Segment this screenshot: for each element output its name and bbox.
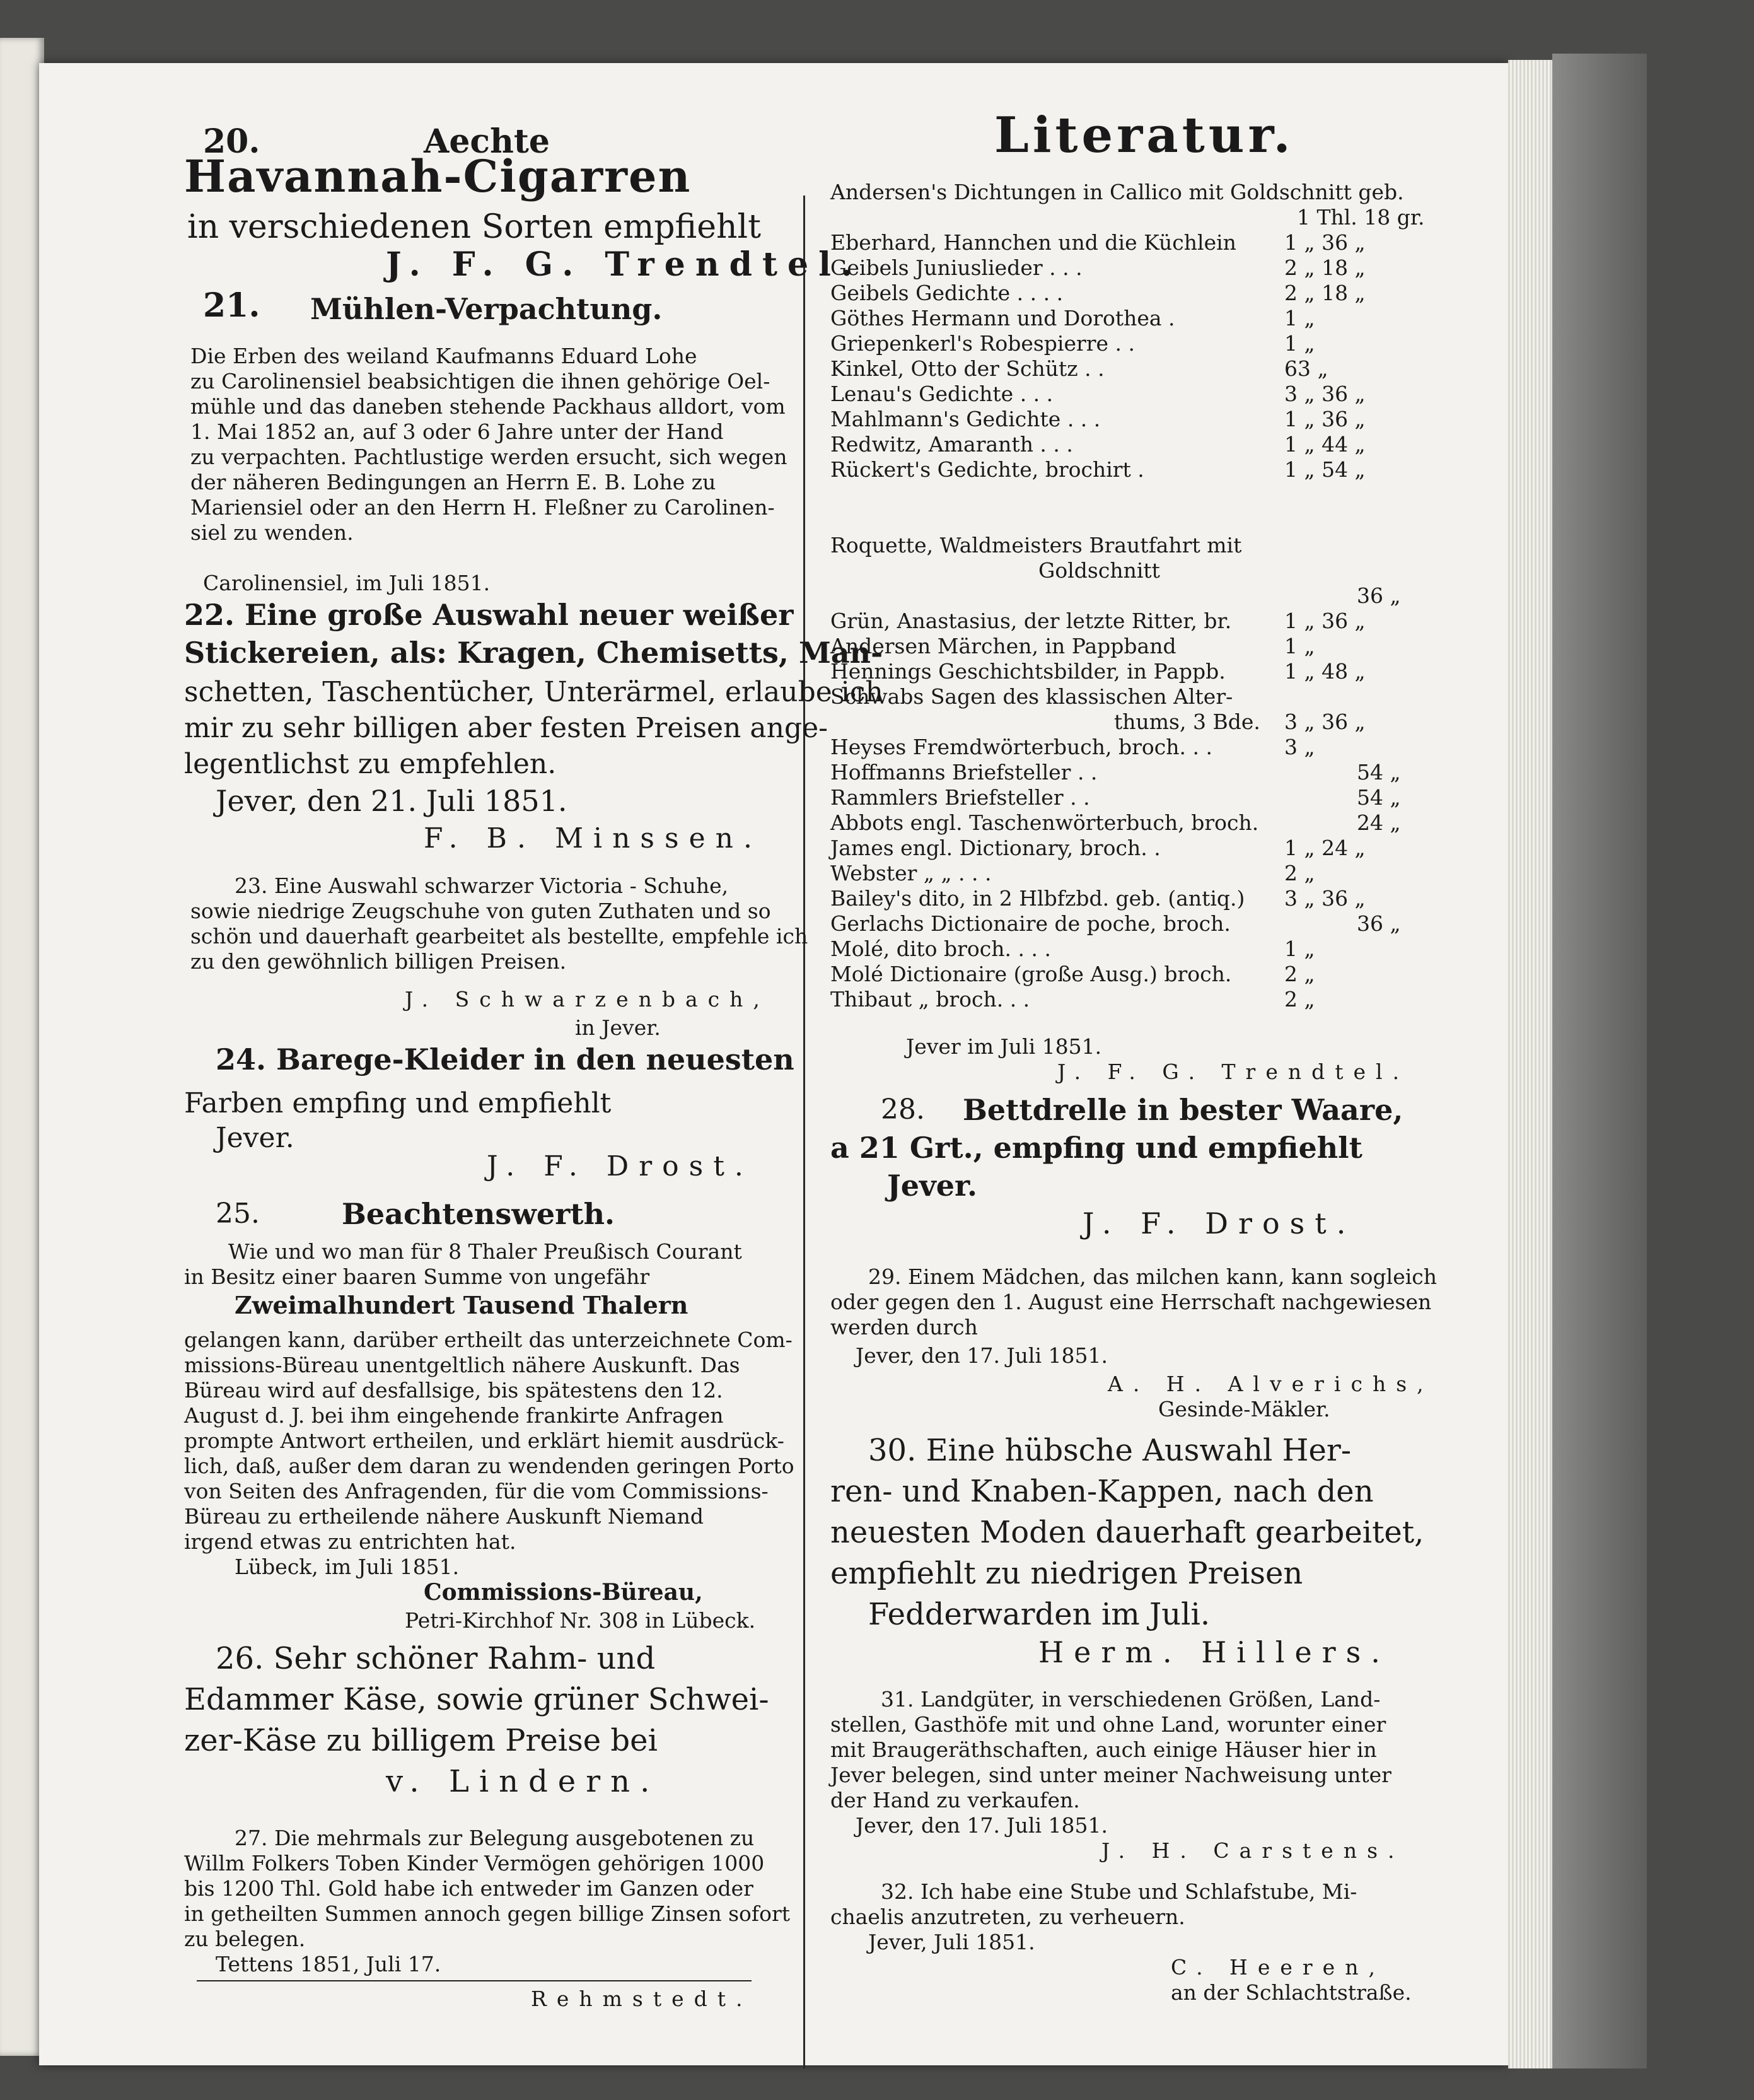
book-price: 54 „ <box>1357 760 1401 785</box>
ad-22-signature: F. B. Minssen. <box>424 822 762 855</box>
book-row: Webster „ „ . . . <box>830 861 992 885</box>
book-price: 1 „ 48 „ <box>1284 659 1366 684</box>
ad-31-line: 31. Landgüter, in verschiedenen Größen, Land- <box>881 1687 1381 1712</box>
book-row: Redwitz, Amaranth . . . <box>830 432 1073 457</box>
ad-26-line: 26. Sehr schöner Rahm- und <box>216 1641 656 1676</box>
ad-25-line: missions-Büreau unentgeltlich nähere Auskunft. Das <box>184 1353 740 1377</box>
ad-27-signature: Rehmstedt. <box>531 1986 753 2011</box>
ad-20-headline: Havannah-Cigarren <box>184 150 692 202</box>
book-row: Molé Dictionaire (große Ausg.) broch. <box>830 962 1232 986</box>
book-price: 1 „ 24 „ <box>1284 836 1366 860</box>
ad-31-dateline: Jever, den 17. Juli 1851. <box>856 1813 1108 1838</box>
ad-23-signature: J. Schwarzenbach, <box>405 987 770 1012</box>
ad-30-line: empfiehlt zu niedrigen Preisen <box>830 1556 1303 1591</box>
ad-28-signature: J. F. Drost. <box>1083 1206 1356 1240</box>
book-row: James engl. Dictionary, broch. . <box>830 836 1161 860</box>
book-row: Griepenkerl's Robespierre . . <box>830 331 1135 356</box>
ad-28-place: Jever. <box>887 1169 978 1203</box>
book-price: 63 „ <box>1284 356 1328 381</box>
book-row: Heyses Fremdwörterbuch, broch. . . <box>830 735 1212 759</box>
book-row: Lenau's Gedichte . . . <box>830 382 1054 406</box>
ad-29-line: 29. Einem Mädchen, das milchen kann, kann sogleich <box>868 1264 1437 1289</box>
book-price: 3 „ 36 „ <box>1284 382 1366 406</box>
ad-29-signature: A. H. Alverichs, <box>1108 1372 1434 1396</box>
book-price: 2 „ 18 „ <box>1284 255 1366 280</box>
book-row: Hoffmanns Briefsteller . . <box>830 760 1098 785</box>
ad-26-line: zer-Käse zu billigem Preise bei <box>184 1723 658 1758</box>
ad-26-signature: v. Lindern. <box>386 1764 660 1799</box>
book-price: 1 „ 44 „ <box>1284 432 1366 457</box>
ad-29-title: Gesinde-Mäkler. <box>1158 1397 1330 1421</box>
ad-24-line: Farben empfing und empfiehlt <box>184 1087 612 1119</box>
ad-21-line: 1. Mai 1852 an, auf 3 oder 6 Jahre unter der Hand <box>190 419 724 444</box>
ad-31-line: stellen, Gasthöfe mit und ohne Land, worunter einer <box>830 1712 1386 1737</box>
book-price: 2 „ <box>1284 861 1315 885</box>
page-block-edge <box>1508 60 1554 2068</box>
ad-30-line: neuesten Moden dauerhaft gearbeitet, <box>830 1515 1424 1550</box>
book-price: 1 „ 54 „ <box>1284 457 1366 482</box>
book-row: Rückert's Gedichte, brochirt . <box>830 457 1144 482</box>
ad-27-rule <box>197 1980 752 1981</box>
ad-21-line: der näheren Bedingungen an Herrn E. B. Lohe zu <box>190 470 716 494</box>
book-row: Schwabs Sagen des klassischen Alter- <box>830 684 1233 709</box>
book-price: 1 „ 36 „ <box>1284 609 1366 633</box>
ad-22-line: schetten, Taschentücher, Unterärmel, erlaube ich <box>184 676 883 708</box>
ad-25-number: 25. <box>216 1198 260 1230</box>
column-divider <box>803 195 805 2068</box>
ad-25-line: Büreau wird auf desfallsige, bis spätestens den 12. <box>184 1378 723 1403</box>
ad-27-line: 27. Die mehrmals zur Belegung ausgebotenen zu <box>235 1826 755 1850</box>
ad-23-place: in Jever. <box>575 1015 661 1040</box>
ad-29-dateline: Jever, den 17. Juli 1851. <box>856 1343 1108 1368</box>
book-row: Abbots engl. Taschenwörterbuch, broch. <box>830 810 1259 835</box>
book-price: 2 „ <box>1284 962 1315 986</box>
ad-30-line: Fedderwarden im Juli. <box>868 1597 1211 1632</box>
ad-27-line: zu belegen. <box>184 1927 306 1951</box>
ad-31-line: mit Braugeräthschaften, auch einige Häuser hier in <box>830 1737 1377 1762</box>
book-row: Geibels Juniuslieder . . . <box>830 255 1083 280</box>
ad-27-line: bis 1200 Thl. Gold habe ich entweder im Ganzen oder <box>184 1876 753 1901</box>
ad-20-number: 20. <box>203 122 260 161</box>
ad-25-line: gelangen kann, darüber ertheilt das unterzeichnete Com- <box>184 1327 793 1352</box>
ad-25-line: Büreau zu ertheilende nähere Auskunft Niemand <box>184 1504 704 1529</box>
book-price: 1 „ 36 „ <box>1284 230 1366 255</box>
book-row: Andersen's Dichtungen in Callico mit Goldschnitt geb. <box>830 180 1404 204</box>
ad-31-line: Jever belegen, sind unter meiner Nachweisung unter <box>830 1763 1391 1787</box>
ad-21-number: 21. <box>203 286 260 325</box>
ad-21-line: mühle und das daneben stehende Packhaus alldort, vom <box>190 394 786 419</box>
book-row: Geibels Gedichte . . . . <box>830 281 1064 305</box>
ad-22-line: 22. Eine große Auswahl neuer weißer <box>184 598 794 632</box>
ad-25-line: irgend etwas zu entrichten hat. <box>184 1529 516 1554</box>
ad-21-line: siel zu wenden. <box>190 520 354 545</box>
ad-25-line: von Seiten des Anfragenden, für die vom Commissions- <box>184 1479 769 1503</box>
ad-20-kicker: Aechte <box>424 122 550 161</box>
book-price: 36 „ <box>1357 911 1401 936</box>
book-cover <box>1552 54 1647 2068</box>
ad-27-line: in getheilten Summen annoch gegen billige Zinsen sofort <box>184 1901 791 1926</box>
book-row-cont: Goldschnitt <box>1038 558 1160 583</box>
book-row: Grün, Anastasius, der letzte Ritter, br. <box>830 609 1232 633</box>
ad-21-line: Die Erben des weiland Kaufmanns Eduard Lohe <box>190 344 697 368</box>
book-row: Molé, dito broch. . . . <box>830 936 1051 961</box>
ad-25-highlight: Zweimalhundert Tausend Thalern <box>235 1291 688 1319</box>
ad-32-address: an der Schlachtstraße. <box>1171 1980 1412 2005</box>
ad-25-line: prompte Antwort ertheilen, und erklärt hiemit ausdrück- <box>184 1428 784 1453</box>
book-row: Mahlmann's Gedichte . . . <box>830 407 1101 431</box>
book-price: 3 „ <box>1284 735 1315 759</box>
book-price: 36 „ <box>1357 583 1401 608</box>
ad-21-line: zu Carolinensiel beabsichtigen die ihnen gehörige Oel- <box>190 369 770 394</box>
book-price: 1 „ 36 „ <box>1284 407 1366 431</box>
newspaper-page <box>39 63 1508 2065</box>
ad-23-line: schön und dauerhaft gearbeitet als bestellte, empfehle ich <box>190 924 808 948</box>
ad-21-line: zu verpachten. Pachtlustige werden ersucht, sich wegen <box>190 445 787 469</box>
book-row: Thibaut „ broch. . . <box>830 987 1030 1012</box>
ad-25-address: Petri-Kirchhof Nr. 308 in Lübeck. <box>405 1608 756 1633</box>
ad-21-title: Mühlen-Verpachtung. <box>310 292 663 326</box>
ad-30-line: ren- und Knaben-Kappen, nach den <box>830 1474 1374 1509</box>
book-row-cont: thums, 3 Bde. <box>1114 709 1260 734</box>
book-row: Gerlachs Dictionaire de poche, broch. <box>830 911 1231 936</box>
ad-27-dateline: Tettens 1851, Juli 17. <box>216 1952 441 1976</box>
book-price: 3 „ 36 „ <box>1284 709 1366 734</box>
ad-28-line: a 21 Grt., empfing und empfiehlt <box>830 1131 1362 1165</box>
ad-22-line: legentlichst zu empfehlen. <box>184 748 557 780</box>
ad-31-signature: J. H. Carstens. <box>1101 1838 1405 1863</box>
literatur-title: Literatur. <box>994 107 1294 164</box>
book-price: 3 „ 36 „ <box>1284 886 1366 911</box>
book-row: Hennings Geschichtsbilder, in Pappb. <box>830 659 1226 684</box>
ad-23-line: 23. Eine Auswahl schwarzer Victoria - Schuhe, <box>235 873 729 898</box>
ad-29-line: oder gegen den 1. August eine Herrschaft nachgewiesen <box>830 1290 1432 1314</box>
ad-24-signature: J. F. Drost. <box>487 1150 753 1182</box>
book-price: 2 „ 18 „ <box>1284 281 1366 305</box>
ad-25-line: August d. J. bei ihm eingehende frankirte Anfragen <box>184 1403 724 1428</box>
ad-25-line: in Besitz einer baaren Summe von ungefähr <box>184 1264 650 1289</box>
ad-25-line: lich, daß, außer dem daran zu wendenden geringen Porto <box>184 1454 794 1478</box>
book-row: Eberhard, Hannchen und die Küchlein <box>830 230 1236 255</box>
ad-20-line: in verschiedenen Sorten empfiehlt <box>187 208 762 246</box>
ad-22-line: Stickereien, als: Kragen, Chemisetts, Man- <box>184 636 883 670</box>
literatur-dateline: Jever im Juli 1851. <box>906 1034 1102 1059</box>
book-price: 1 Thl. 18 gr. <box>1297 205 1425 230</box>
ad-25-line: Wie und wo man für 8 Thaler Preußisch Courant <box>228 1239 742 1264</box>
book-price: 2 „ <box>1284 987 1315 1012</box>
ad-28-number: 28. <box>881 1094 925 1126</box>
book-row: Kinkel, Otto der Schütz . . <box>830 356 1105 381</box>
ad-25-dateline: Lübeck, im Juli 1851. <box>235 1555 460 1579</box>
ad-24-line: 24. Barege-Kleider in den neuesten <box>216 1042 794 1076</box>
book-price: 24 „ <box>1357 810 1401 835</box>
ad-30-signature: Herm. Hillers. <box>1038 1635 1390 1669</box>
literatur-signature: J. F. G. Trendtel. <box>1057 1059 1410 1084</box>
ad-25-title: Beachtenswerth. <box>342 1197 615 1231</box>
ad-28-line: Bettdrelle in bester Waare, <box>963 1093 1403 1127</box>
book-row: Andersen Märchen, in Pappband <box>830 634 1176 658</box>
book-row: Bailey's dito, in 2 Hlbfzbd. geb. (antiq.) <box>830 886 1245 911</box>
ad-21-line: Mariensiel oder an den Herrn H. Fleßner zu Carolinen- <box>190 495 775 520</box>
book-price: 1 „ <box>1284 306 1315 330</box>
book-row: Rammlers Briefsteller . . <box>830 785 1090 810</box>
ad-25-signature: Commissions-Büreau, <box>424 1579 703 1606</box>
ad-30-line: 30. Eine hübsche Auswahl Her- <box>868 1433 1352 1468</box>
ad-24-place: Jever. <box>216 1122 294 1154</box>
left-page-edge <box>0 38 44 2056</box>
book-price: 54 „ <box>1357 785 1401 810</box>
ad-32-line: 32. Ich habe eine Stube und Schlafstube, Mi- <box>881 1879 1357 1904</box>
ad-27-line: Willm Folkers Toben Kinder Vermögen gehörigen 1000 <box>184 1851 765 1875</box>
book-row: Göthes Hermann und Dorothea . <box>830 306 1175 330</box>
ad-22-dateline: Jever, den 21. Juli 1851. <box>216 784 567 818</box>
book-price: 1 „ <box>1284 634 1315 658</box>
book-row: Roquette, Waldmeisters Brautfahrt mit <box>830 533 1242 557</box>
ad-29-line: werden durch <box>830 1315 978 1339</box>
ad-23-line: zu den gewöhnlich billigen Preisen. <box>190 949 567 974</box>
book-price: 1 „ <box>1284 936 1315 961</box>
ad-32-signature: C. Heeren, <box>1171 1955 1385 1980</box>
ad-23-line: sowie niedrige Zeugschuhe von guten Zuthaten und so <box>190 899 771 923</box>
book-price: 1 „ <box>1284 331 1315 356</box>
ad-20-signature: J. F. G. Trendtel. <box>386 245 862 284</box>
ad-21-dateline: Carolinensiel, im Juli 1851. <box>203 571 491 595</box>
ad-32-dateline: Jever, Juli 1851. <box>868 1930 1035 1954</box>
ad-31-line: der Hand zu verkaufen. <box>830 1788 1080 1812</box>
ad-22-line: mir zu sehr billigen aber festen Preisen ange- <box>184 712 828 744</box>
ad-32-line: chaelis anzutreten, zu verheuern. <box>830 1905 1185 1929</box>
ad-26-line: Edammer Käse, sowie grüner Schwei- <box>184 1682 769 1717</box>
